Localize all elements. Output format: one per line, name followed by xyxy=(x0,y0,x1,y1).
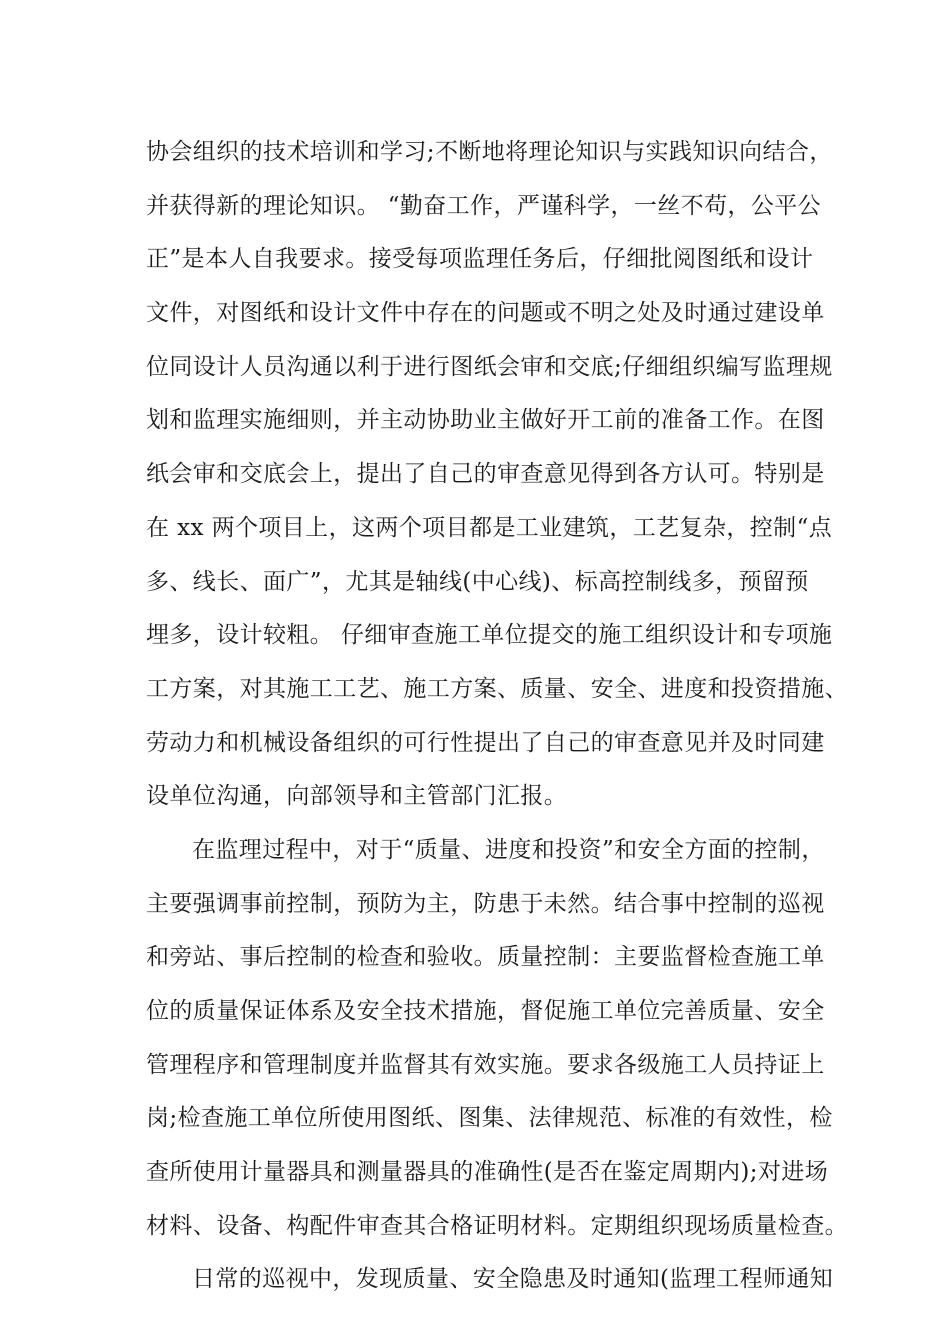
text-line: 埋多，设计较粗。 仔细审查施工单位提交的施工组织设计和专项施 xyxy=(146,622,833,649)
paragraph-first-line: 在监理过程中，对于“质量、进度和投资”和安全方面的控制， xyxy=(192,836,825,863)
text-line: 和旁站、事后控制的检查和验收。质量控制：主要监督检查施工单 xyxy=(146,944,825,971)
text-line: 设单位沟通，向部领导和主管部门汇报。 xyxy=(146,783,568,810)
text-line: 岗;检查施工单位所使用图纸、图集、法律规范、标准的有效性，检 xyxy=(146,1105,833,1132)
text-line: 材料、设备、构配件审查其合格证明材料。定期组织现场质量检查。 xyxy=(146,1212,848,1239)
text-line: 正”是本人自我要求。接受每项监理任务后，仔细批阅图纸和设计 xyxy=(146,246,814,273)
text-line: 在 xx 两个项目上，这两个项目都是工业建筑，工艺复杂，控制“点 xyxy=(146,514,833,541)
text-line: 主要强调事前控制，预防为主，防患于未然。结合事中控制的巡视 xyxy=(146,890,825,917)
text-line: 协会组织的技术培训和学习;不断地将理论知识与实践知识向结合， xyxy=(146,139,833,165)
text-line: 文件，对图纸和设计文件中存在的问题或不明之处及时通过建设单 xyxy=(146,300,825,327)
text-line: 劳动力和机械设备组织的可行性提出了自己的审查意见并及时同建 xyxy=(146,729,825,756)
paragraph-first-line: 日常的巡视中，发现质量、安全隐患及时通知(监理工程师通知 xyxy=(192,1266,834,1293)
text-line: 管理程序和管理制度并监督其有效实施。要求各级施工人员持证上 xyxy=(146,1051,825,1078)
text-line: 并获得新的理论知识。 “勤奋工作，严谨科学，一丝不苟，公平公 xyxy=(146,192,822,219)
body-text xyxy=(146,126,848,1307)
text-line: 工方案，对其施工工艺、施工方案、质量、安全、进度和投资措施、 xyxy=(146,675,848,702)
text-line: 位同设计人员沟通以利于进行图纸会审和交底;仔细组织编写监理规 xyxy=(146,353,833,380)
text-line: 纸会审和交底会上，提出了自己的审查意见得到各方认可。特别是 xyxy=(146,461,825,488)
text-line: 位的质量保证体系及安全技术措施，督促施工单位完善质量、安全 xyxy=(146,998,825,1024)
text-line: 划和监理实施细则，并主动协助业主做好开工前的准备工作。在图 xyxy=(146,407,825,434)
text-line: 查所使用计量器具和测量器具的准确性(是否在鉴定周期内);对进场 xyxy=(146,1159,829,1186)
text-line: 多、线长、面广”，尤其是轴线(中心线)、标高控制线多，预留预 xyxy=(146,568,809,595)
